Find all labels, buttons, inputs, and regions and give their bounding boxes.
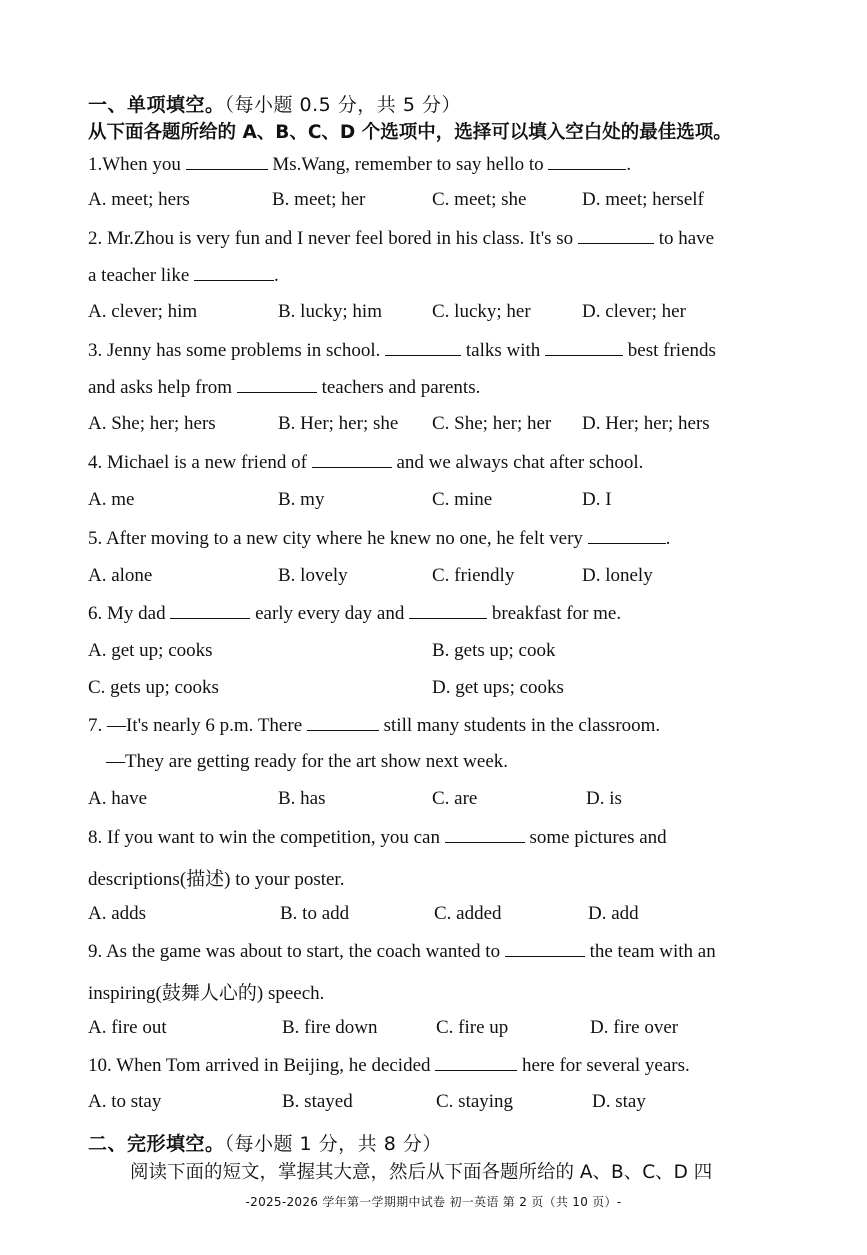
stem-text: .	[665, 528, 671, 549]
question-3-option-b: B. Her; her; she	[278, 413, 399, 434]
section1-title-text: 一、单项填空。	[88, 94, 225, 116]
question-4-stem	[88, 451, 643, 474]
answer-blank	[312, 451, 392, 468]
stem-text: to have	[653, 228, 715, 249]
question-3-stem	[88, 339, 716, 362]
question-8-option-b: B. to add	[280, 903, 350, 924]
question-6-option-d: D. get ups; cooks	[432, 677, 564, 698]
question-9-option-c: C. fire up	[436, 1017, 509, 1038]
stem-text: 10. When Tom arrived in Beijing, he decided	[88, 1055, 436, 1076]
question-10-option-a: A. to stay	[88, 1091, 162, 1112]
section2-title	[88, 1129, 442, 1156]
stem-text: 9. As the game was about to start, the coach wanted to	[88, 941, 505, 962]
question-2-option-c: C. lucky; her	[432, 301, 531, 322]
answer-blank	[545, 339, 623, 356]
answer-blank	[548, 153, 626, 170]
question-1-stem	[88, 153, 631, 176]
question-3-option-a: A. She; her; hers	[88, 413, 216, 434]
stem-text: 4. Michael is a new friend of	[88, 452, 312, 473]
stem-text: still many students in the classroom.	[378, 715, 661, 736]
stem-text: 5. After moving to a new city where he knew no one, he felt very	[88, 528, 588, 549]
stem-text: .	[274, 265, 279, 286]
stem-text: the team with an	[584, 941, 716, 962]
answer-blank	[409, 602, 487, 619]
question-8-option-c: C. added	[434, 903, 502, 924]
question-2-option-a: A. clever; him	[88, 301, 198, 322]
question-4-option-d: D. I	[582, 489, 612, 510]
question-9-stem	[88, 940, 716, 963]
question-6-option-c: C. gets up; cooks	[88, 677, 219, 698]
question-1-option-d: D. meet; herself	[582, 189, 704, 210]
question-2-stem-line2	[88, 264, 279, 287]
stem-text: some pictures and	[524, 827, 667, 848]
stem-text: 2. Mr.Zhou is very fun and I never feel bored in his class. It's so	[88, 228, 578, 249]
stem-text: teachers and parents.	[316, 377, 481, 398]
stem-text: .	[626, 154, 632, 175]
answer-blank	[588, 527, 666, 544]
answer-blank	[385, 339, 461, 356]
question-1-option-c: C. meet; she	[432, 189, 527, 210]
section2-score: （每小题 1 分，共 8 分）	[224, 1133, 442, 1155]
answer-blank	[194, 264, 274, 281]
question-9-option-a: A. fire out	[88, 1017, 167, 1038]
question-6-stem	[88, 602, 621, 625]
question-7-option-c: C. are	[432, 788, 478, 809]
question-7-option-d: D. is	[586, 788, 622, 809]
stem-text: a teacher like	[88, 265, 195, 286]
question-10-option-d: D. stay	[592, 1091, 646, 1112]
question-3-stem-line2	[88, 376, 480, 399]
stem-text: 6. My dad	[88, 603, 171, 624]
question-9-stem-line2	[88, 978, 324, 1005]
question-2-option-b: B. lucky; him	[278, 301, 382, 322]
stem-text: descriptions(描述) to your poster.	[88, 869, 345, 890]
question-6-option-a: A. get up; cooks	[88, 640, 213, 661]
answer-blank	[307, 714, 379, 731]
page-footer: -2025-2026 学年第一学期期中试卷 初一英语 第 2 页（共 10 页）-	[245, 1195, 622, 1209]
question-5-option-b: B. lovely	[278, 565, 348, 586]
question-2-stem	[88, 227, 714, 250]
stem-text: breakfast for me.	[487, 603, 622, 624]
stem-text: 8. If you want to win the competition, you can	[88, 827, 445, 848]
question-8-stem	[88, 826, 667, 849]
stem-text: and asks help from	[88, 377, 237, 398]
section1-title	[88, 90, 461, 117]
stem-text: inspiring(鼓舞人心的) speech.	[88, 983, 325, 1004]
question-8-option-a: A. adds	[88, 903, 147, 924]
stem-text: 7. —It's nearly 6 p.m. There	[88, 715, 307, 736]
section1-instruction: 从下面各题所给的 A、B、C、D 个选项中，选择可以填入空白处的最佳选项。	[88, 122, 732, 143]
question-4-option-c: C. mine	[432, 489, 493, 510]
question-1-option-b: B. meet; her	[272, 189, 366, 210]
answer-blank	[170, 602, 250, 619]
question-10-option-c: C. staying	[436, 1091, 514, 1112]
answer-blank	[435, 1054, 517, 1071]
stem-text: and we always chat after school.	[391, 452, 644, 473]
answer-blank	[445, 826, 525, 843]
section1-score: （每小题 0.5 分，共 5 分）	[224, 94, 461, 116]
question-9-option-d: D. fire over	[590, 1017, 679, 1038]
question-10-stem	[88, 1054, 690, 1077]
section2-title-text: 二、完形填空。	[88, 1133, 225, 1155]
question-5-option-c: C. friendly	[432, 565, 515, 586]
question-7-option-a: A. have	[88, 788, 148, 809]
stem-text: talks with	[461, 340, 546, 361]
question-5-stem	[88, 527, 670, 550]
question-5-option-d: D. lonely	[582, 565, 653, 586]
question-4-option-a: A. me	[88, 489, 135, 510]
question-3-option-c: C. She; her; her	[432, 413, 552, 434]
section2-instruction: 阅读下面的短文，掌握其大意，然后从下面各题所给的 A、B、C、D 四	[130, 1162, 713, 1183]
stem-text: here for several years.	[517, 1055, 690, 1076]
stem-text: best friends	[623, 340, 716, 361]
question-5-option-a: A. alone	[88, 565, 153, 586]
question-1-option-a: A. meet; hers	[88, 189, 190, 210]
question-10-option-b: B. stayed	[282, 1091, 353, 1112]
answer-blank	[578, 227, 654, 244]
question-9-option-b: B. fire down	[282, 1017, 378, 1038]
question-8-option-d: D. add	[588, 903, 639, 924]
question-2-option-d: D. clever; her	[582, 301, 686, 322]
answer-blank	[237, 376, 317, 393]
question-6-option-b: B. gets up; cook	[432, 640, 556, 661]
answer-blank	[186, 153, 268, 170]
question-7-stem-line2	[106, 751, 508, 773]
answer-blank	[505, 940, 585, 957]
stem-text: 3. Jenny has some problems in school.	[88, 340, 386, 361]
stem-text: early every day and	[250, 603, 410, 624]
question-7-option-b: B. has	[278, 788, 326, 809]
stem-text: Ms.Wang, remember to say hello to	[267, 154, 549, 175]
question-4-option-b: B. my	[278, 489, 325, 510]
stem-text: —They are getting ready for the art show next week.	[106, 751, 509, 772]
question-8-stem-line2	[88, 864, 344, 891]
question-3-option-d: D. Her; her; hers	[582, 413, 710, 434]
stem-text: 1.When you	[88, 154, 186, 175]
question-7-stem	[88, 714, 660, 737]
